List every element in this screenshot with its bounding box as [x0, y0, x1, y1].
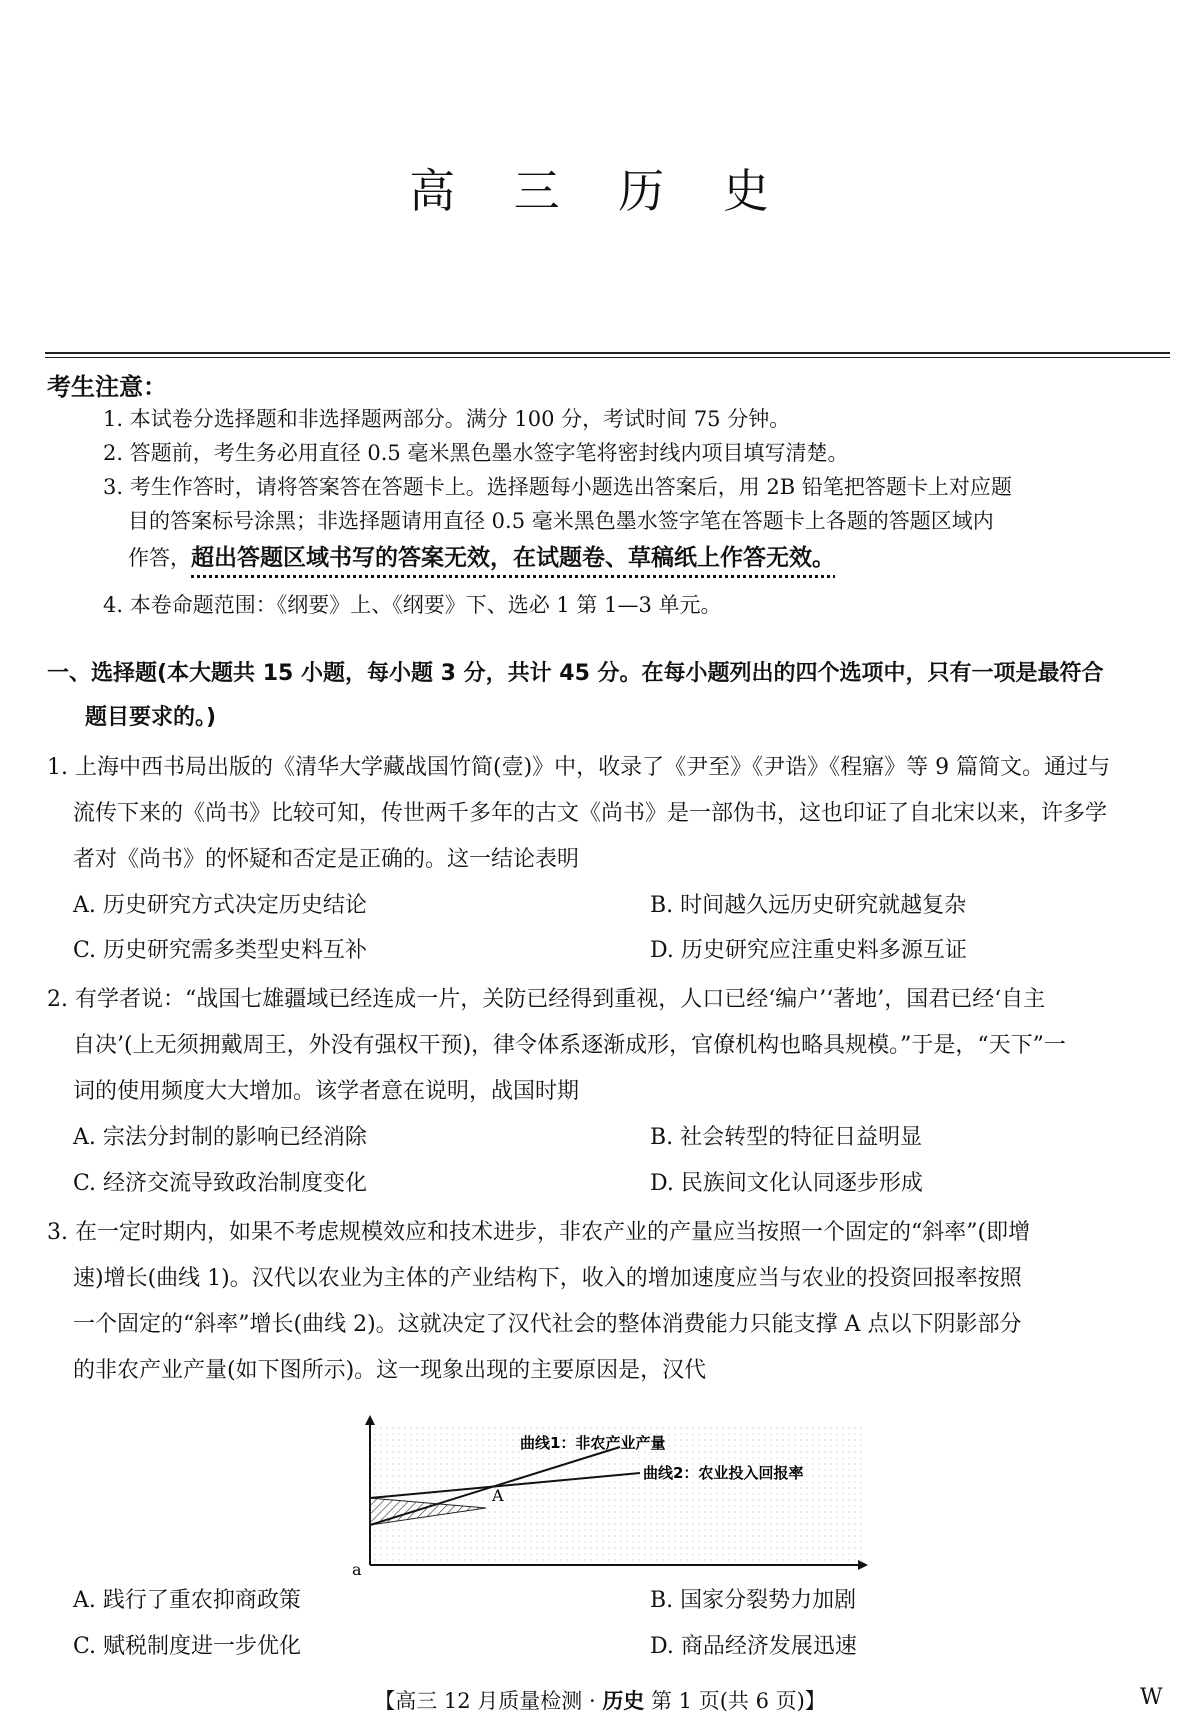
question-2-stem: 2. 有学者说：“战国七雄疆域已经连成一片，关防已经得到重视，人口已经‘编户’‘著地’，国君已经‘自主: [47, 987, 1046, 1012]
section-heading-cont: 题目要求的。): [85, 705, 217, 730]
page-footer: [0, 1685, 1200, 1715]
question-3-option-b: B. 国家分裂势力加剧: [650, 1588, 857, 1613]
question-3-figure: [350, 1415, 870, 1575]
notice-item-3: 3. 考生作答时，请将答案答在答题卡上。选择题每小题选出答案后，用 2B 铅笔把答题卡上对应题: [103, 475, 1012, 499]
y-axis-arrow-icon: [365, 1415, 375, 1425]
question-1-option-b: B. 时间越久远历史研究就越复杂: [650, 893, 967, 918]
question-3-stem-line4: 的非农产业产量(如下图所示)。这一现象出现的主要原因是，汉代: [73, 1358, 707, 1383]
question-3-stem: 3. 在一定时期内，如果不考虑规模效应和技术进步，非农产业的产量应当按照一个固定的“斜率”(即增: [47, 1220, 1031, 1245]
header-rule: [45, 352, 1170, 354]
question-2-option-a: A. 宗法分封制的影响已经消除: [73, 1125, 367, 1150]
question-2-stem-line2: 自决’(上无须拥戴周王，外没有强权干预)，律令体系逐渐成形，官僚机构也略具规模。”于是，“天下”一: [73, 1033, 1066, 1058]
question-2-option-c: C. 经济交流导致政治制度变化: [73, 1171, 368, 1196]
header-rule-thin: [45, 357, 1170, 358]
notice-item-1: 1. 本试卷分选择题和非选择题两部分。满分 100 分，考试时间 75 分钟。: [103, 407, 791, 431]
question-3-option-c: C. 赋税制度进一步优化: [73, 1634, 302, 1659]
question-1-stem-line2: 流传下来的《尚书》比较可知，传世两千多年的古文《尚书》是一部伪书，这也印证了自北宋以来，许多学: [73, 801, 1108, 826]
footer-subject: 历史: [602, 1689, 645, 1713]
notice-item-2: 2. 答题前，考生务必用直径 0.5 毫米黑色墨水签字笔将密封线内项目填写清楚。: [103, 441, 849, 465]
question-1-option-a: A. 历史研究方式决定历史结论: [73, 893, 367, 918]
notice-item-3-cont: 目的答案标号涂黑；非选择题请用直径 0.5 毫米黑色墨水签字笔在答题卡上各题的答题区域内: [128, 509, 994, 533]
notice-item-3-end: [128, 539, 835, 572]
question-2-option-d: D. 民族间文化认同逐步形成: [650, 1171, 923, 1196]
notice-item-4: 4. 本卷命题范围：《纲要》上、《纲要》下、选必 1 第 1—3 单元。: [103, 593, 722, 617]
notice-heading: 考生注意：: [47, 373, 167, 401]
notice-emphasis: 超出答题区域书写的答案无效，在试题卷、草稿纸上作答无效。: [191, 545, 835, 571]
question-1-stem-line3: 者对《尚书》的怀疑和否定是正确的。这一结论表明: [73, 847, 580, 872]
point-a-label: A: [492, 1486, 504, 1505]
footer-mark: W: [1140, 1685, 1163, 1710]
curve-2-label: 曲线2：农业投入回报率: [643, 1464, 804, 1482]
footer-left: 【高三 12 月质量检测 ·: [374, 1689, 603, 1713]
question-1-option-d: D. 历史研究应注重史料多源互证: [650, 938, 967, 963]
page-title: 高 三 历 史: [409, 164, 791, 218]
footer-right: 第 1 页(共 6 页)】: [644, 1689, 826, 1713]
question-2-stem-line3: 词的使用频度大大增加。该学者意在说明，战国时期: [73, 1079, 580, 1104]
question-3-stem-line3: 一个固定的“斜率”增长(曲线 2)。这就决定了汉代社会的整体消费能力只能支撑 A 点以下阴影部分: [73, 1312, 1022, 1337]
notice-item-3-prefix: 作答，: [128, 546, 191, 570]
curve-1-label: 曲线1：非农产业产量: [520, 1434, 666, 1452]
question-3-option-d: D. 商品经济发展迅速: [650, 1634, 857, 1659]
question-1-stem: 1. 上海中西书局出版的《清华大学藏战国竹简(壹)》中，收录了《尹至》《尹诰》《程寤》等 9 篇简文。通过与: [47, 755, 1111, 780]
question-3-stem-line2: 速)增长(曲线 1)。汉代以农业为主体的产业结构下，收入的增加速度应当与农业的投资回报率按照: [73, 1266, 1022, 1291]
question-1-option-c: C. 历史研究需多类型史料互补: [73, 938, 368, 963]
section-heading: 一、选择题(本大题共 15 小题，每小题 3 分，共计 45 分。在每小题列出的四个选项中，只有一项是最符合: [47, 661, 1104, 686]
origin-label: a: [352, 1560, 362, 1575]
question-3-option-a: A. 践行了重农抑商政策: [73, 1588, 301, 1613]
question-2-option-b: B. 社会转型的特征日益明显: [650, 1125, 923, 1150]
